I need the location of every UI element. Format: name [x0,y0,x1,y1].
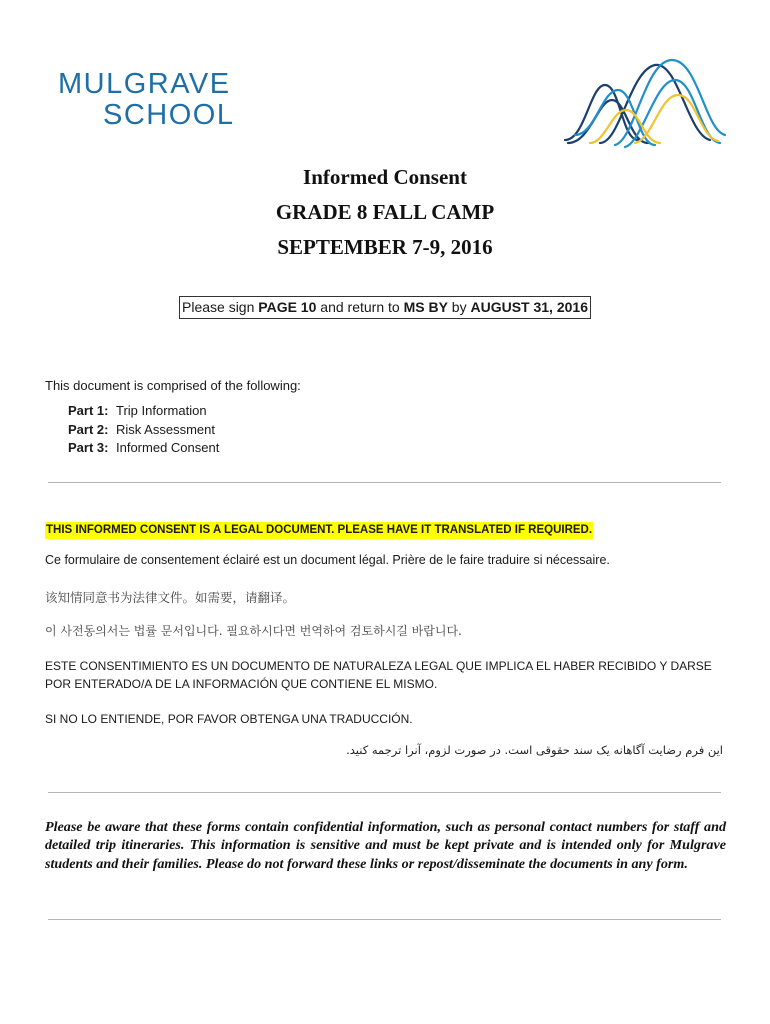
legal-notice-french: Ce formulaire de consentement éclairé est un document légal. Prière de le faire traduire si nécessaire. [45,553,610,567]
school-logo-text [58,70,234,130]
contents-parts-list [68,402,219,458]
list-item [68,402,219,421]
confidentiality-notice: Please be aware that these forms contain confidential information, such as personal contact numbers for staff and detailed trip itineraries. This information is sensitive and must be kept private and is intended only for Mulgrave students and their families. Please do not forward these links or repost/disseminate the documents in any form. [45,819,726,872]
part-text: Risk Assessment [116,421,215,437]
document-title [0,163,770,268]
part-label: Part 2: [68,421,109,437]
logo-line-1: MULGRAVE [58,68,231,100]
legal-notice-spanish-1: ESTE CONSENTIMIENTO ES UN DOCUMENTO DE NATURALEZA LEGAL QUE IMPLICA EL HABER RECIBIDO Y DARSE POR ENTERADO/A DE LA INFORMACIÓN QUE CONTIENE EL MISMO. [45,659,712,691]
sign-destination: MS BY [403,299,448,315]
contents-intro: This document is comprised of the following: [45,378,301,393]
legal-warning-english: THIS INFORMED CONSENT IS A LEGAL DOCUMENT. PLEASE HAVE IT TRANSLATED IF REQUIRED. [45,522,593,539]
list-item [68,421,219,440]
part-text: Trip Information [116,403,207,418]
title-line-3: SEPTEMBER 7-9, 2016 [277,235,493,259]
part-text: Informed Consent [116,440,220,455]
legal-notice-spanish-2: SI NO LO ENTIENDE, POR FAVOR OBTENGA UNA TRADUCCIÓN. [45,712,413,726]
title-line-1: Informed Consent [303,165,467,189]
sign-page: PAGE 10 [258,299,317,315]
title-line-2: GRADE 8 FALL CAMP [275,200,495,224]
sign-deadline: AUGUST 31, 2016 [470,299,588,315]
sign-mid-2: by [447,299,471,315]
sign-instruction-box [179,296,591,319]
part-label: Part 3: [68,440,109,455]
sign-prefix: Please sign [182,299,259,315]
school-logo-wave-icon [560,55,730,150]
legal-notice-persian: این فرم رضایت آگاهانه یک سند حقوقی است. در صورت لزوم، آنرا ترجمه کنید. [346,743,723,757]
divider [48,792,721,793]
logo-line-2: SCHOOL [103,99,235,131]
sign-mid-1: and return to [316,299,404,315]
list-item [68,439,219,458]
legal-notice-chinese: 该知情同意书为法律文件。如需要，请翻译。 [45,590,296,605]
wave-navy-2 [600,65,710,143]
divider [48,482,721,483]
part-label: Part 1: [68,403,109,418]
divider [48,919,721,920]
legal-notice-korean: 이 사전동의서는 법률 문서입니다. 필요하시다면 번역하여 검토하시길 바랍니다. [45,624,462,638]
sign-instruction [0,296,770,319]
